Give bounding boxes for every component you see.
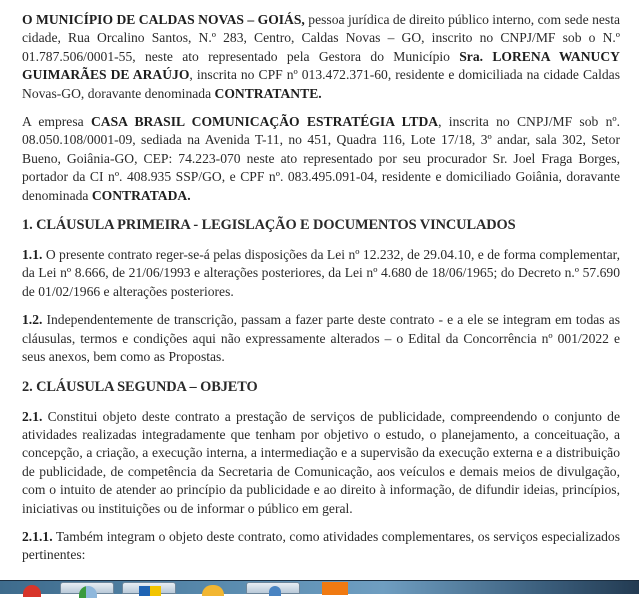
clause-1-2: 1.2. Independentemente de transcrição, passam a fazer parte deste contrato - e a ele se integram em todas as cláusulas, termos e condições aqui não expressamente alterados – o Edital da Concorrência nº 001/2022 e seus anexos, bem como as Propostas. bbox=[22, 312, 620, 365]
document-page bbox=[22, 11, 620, 575]
orange-app-icon bbox=[322, 582, 348, 595]
taskbar-item-4[interactable] bbox=[246, 582, 300, 594]
windows-explorer-icon bbox=[139, 586, 161, 596]
empresa-name: CASA BRASIL COMUNICAÇÃO ESTRATÉGIA LTDA bbox=[90, 114, 439, 130]
clause-1-1: 1.1. O presente contrato reger-se-á pelas disposições da Lei nº 12.232, de 29.04.10, e de forma complementar, da Lei nº 8.666, de 21/06/1993 e alterações posteriores, da Lei nº 4.680 de 18/06/1965; do Decreto n.º 57.690 de 01/02/1966 e alterações posteriores. bbox=[22, 247, 620, 299]
clause-2-heading: 2. CLÁUSULA SEGUNDA – OBJETO bbox=[22, 378, 258, 395]
taskbar-item-1[interactable] bbox=[60, 582, 114, 594]
taskbar-item-2[interactable] bbox=[122, 582, 176, 594]
contratante-label: CONTRATANTE. bbox=[214, 85, 322, 101]
clause-2-1-1: 2.1.1. Também integram o objeto deste contrato, como atividades complementares, os serviços especializados pertinentes: bbox=[22, 528, 620, 563]
folder-icon bbox=[202, 585, 224, 596]
taskbar-item-0[interactable] bbox=[14, 582, 50, 594]
windows-taskbar bbox=[0, 580, 639, 594]
browser-globe-icon bbox=[79, 586, 97, 598]
taskbar-item-5[interactable] bbox=[318, 582, 352, 594]
gestora-name: Sra. LORENA WANUCY GUIMARÃES DE ARAÚJO bbox=[22, 48, 620, 83]
clause-2-1: 2.1. Constitui objeto deste contrato a prestação de serviços de publicidade, compreendendo o conjunto de atividades realizadas integradamente que tenham por objetivo o estudo, o planejamento, a conceituação, a concepção, a criação, a execução interna, a intermediação e a supervisão da execução externa e a distribuição de publicidade, de competência da Secretaria de Comunicação, aos veículos e demais meios de divulgação, com o intuito de atender ao princípio da publicidade e ao direito à informação, de difundir ideias, princípios, iniciativas ou instituições ou de informar o público em geral. bbox=[22, 408, 620, 516]
municipio-name: O MUNICÍPIO DE CALDAS NOVAS – GOIÁS, bbox=[22, 12, 305, 27]
contratada-label: CONTRATADA. bbox=[91, 187, 191, 203]
media-player-icon bbox=[269, 586, 281, 596]
taskbar-item-3[interactable] bbox=[190, 582, 236, 594]
contratada-paragraph: A empresa CASA BRASIL COMUNICAÇÃO ESTRATÉGIA LTDA, inscrita no CNPJ/MF sob nº. 08.050.108/0001-09, sediada na Avenida T-11, no 451, Quadra 116, Lote 17/18, 3º andar, sala 302, Setor Bueno, Goiânia-GO, CEP: 74.223-070 neste ato representado por seu procurador Sr. Joel Fraga Borges, portador da CI nº. 408.935 SSP/GO, e CPF nº. 083.495.091-04, residente e domiciliado Goiânia, doravante denominada CONTRATADA. bbox=[22, 114, 620, 203]
red-app-icon bbox=[23, 585, 41, 597]
clause-1-heading: 1. CLÁUSULA PRIMEIRA - LEGISLAÇÃO E DOCUMENTOS VINCULADOS bbox=[22, 217, 516, 234]
contratante-paragraph: O MUNICÍPIO DE CALDAS NOVAS – GOIÁS, pessoa jurídica de direito público interno, com sede nesta cidade, Rua Orcalino Santos, N.º 283, Centro, Caldas Novas – GO, inscrito no CNPJ/MF sob o N.º 01.787.506/0001-55, neste ato representado pela Gestora do Município Sra. LORENA WANUCY GUIMARÃES DE ARAÚJO, inscrita no CPF nº 013.472.371-60, residente e domiciliada na cidade Caldas Novas-GO, doravante denominada CONTRATANTE. bbox=[22, 12, 620, 101]
